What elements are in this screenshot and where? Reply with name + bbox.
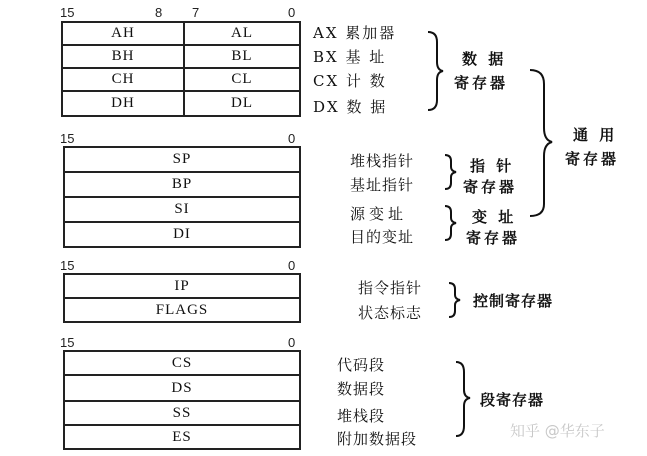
label-status-flags: 状态标志 (358, 304, 423, 322)
index-registers-label-line1: 变 址 (472, 208, 517, 226)
pointer-registers-label-line1: 指 针 (470, 157, 515, 175)
label-base-pointer: 基址指针 (350, 176, 415, 194)
register-es: ES (63, 424, 301, 450)
label-stack-pointer: 堆栈指针 (350, 152, 415, 170)
register-al: AL (183, 21, 301, 46)
register-dl: DL (183, 90, 301, 117)
register-bp: BP (63, 171, 301, 198)
bit-label-0: 0 (288, 335, 296, 350)
label-stack-segment: 堆栈段 (337, 407, 386, 425)
register-dh: DH (61, 90, 185, 117)
label-data-segment: 数据段 (337, 380, 386, 398)
data-registers-label-line2: 寄存器 (454, 74, 509, 92)
register-ch: CH (61, 67, 185, 92)
bit-label-0: 0 (288, 131, 296, 146)
label-source-index: 源变址 (350, 205, 408, 223)
register-bh: BH (61, 44, 185, 69)
label-code-segment: 代码段 (337, 356, 386, 374)
register-di: DI (63, 221, 301, 248)
index-registers-label-line2: 寄存器 (466, 229, 521, 247)
label-dx-data: DX 数 据 (313, 98, 388, 116)
bit-label-15: 15 (60, 5, 75, 20)
bit-label-15: 15 (60, 258, 75, 273)
label-instruction-pointer: 指令指针 (358, 279, 423, 297)
data-registers-label-line1: 数 据 (462, 50, 507, 68)
bit-label-0: 0 (288, 5, 296, 20)
bit-label-0: 0 (288, 258, 296, 273)
label-extra-data-segment: 附加数据段 (337, 430, 418, 448)
control-registers-label: 控制寄存器 (473, 292, 554, 310)
register-si: SI (63, 196, 301, 223)
bit-label-15: 15 (60, 131, 75, 146)
register-bl: BL (183, 44, 301, 69)
register-flags: FLAGS (63, 297, 301, 323)
label-bx-base: BX 基 址 (313, 48, 387, 66)
bit-label-7: 7 (192, 5, 200, 20)
pointer-registers-label-line2: 寄存器 (463, 178, 518, 196)
common-registers-label-line1: 通 用 (573, 126, 618, 144)
label-destination-index: 目的变址 (350, 228, 415, 246)
register-ss: SS (63, 400, 301, 426)
label-ax-accumulator: AX 累加器 (313, 24, 397, 42)
register-ah: AH (61, 21, 185, 46)
register-ds: DS (63, 374, 301, 402)
register-cl: CL (183, 67, 301, 92)
register-sp: SP (63, 146, 301, 173)
register-cs: CS (63, 350, 301, 376)
register-ip: IP (63, 273, 301, 299)
common-registers-label-line2: 寄存器 (565, 150, 620, 168)
label-cx-count: CX 计 数 (313, 72, 387, 90)
bit-label-15: 15 (60, 335, 75, 350)
segment-registers-label: 段寄存器 (480, 391, 545, 409)
watermark: 知乎 @华东子 (510, 422, 605, 440)
bit-label-8: 8 (155, 5, 163, 20)
